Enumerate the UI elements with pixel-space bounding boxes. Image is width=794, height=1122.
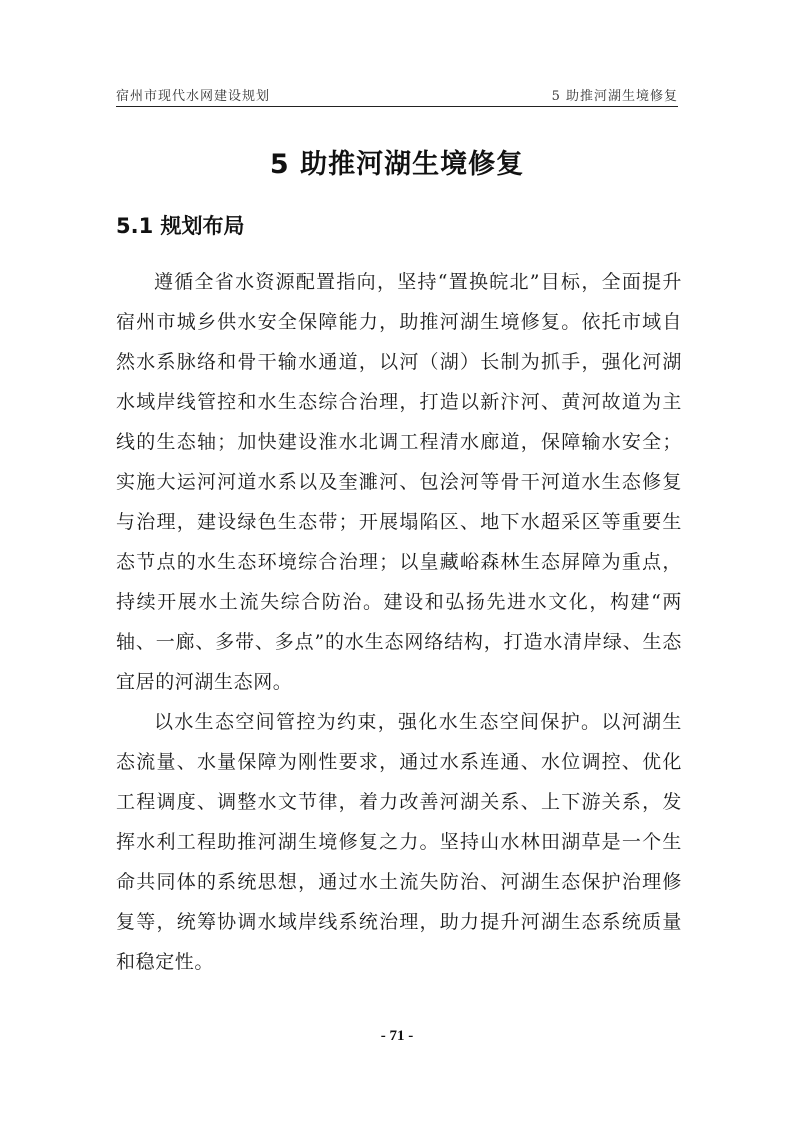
paragraph: 遵循全省水资源配置指向，坚持“置换皖北”目标，全面提升宿州市城乡供水安全保障能力，助推河湖生境修复。依托市域自然水系脉络和骨干输水通道，以河（湖）长制为抓手，强化河湖水域岸线管控和水生态综合治理，打造以新汴河、黄河故道为主线的生态轴；加快建设淮水北调工程清水廊道，保障输水安全；实施大运河河道水系以及奎濉河、包浍河等骨干河道水生态修复与治理，建设绿色生态带；开展塌陷区、地下水超采区等重要生态节点的水生态环境综合治理；以皇藏峪森林生态屏障为重点，持续开展水土流失综合防治。建设和弘扬先进水文化，构建“两轴、一廊、多带、多点”的水生态网络结构，打造水清岸绿、生态宜居的河湖生态网。	[116, 271, 682, 693]
paragraph: 以水生态空间管控为约束，强化水生态空间保护。以河湖生态流量、水量保障为刚性要求，通过水系连通、水位调控、优化工程调度、调整水文节律，着力改善河湖关系、上下游关系，发挥水利工程助推河湖生境修复之力。坚持山水林田湖草是一个生命共同体的系统思想，通过水土流失防治、河湖生态保护治理修复等，统筹协调水域岸线系统治理，助力提升河湖生态系统质量和稳定性。	[116, 711, 682, 973]
body-text	[116, 262, 682, 982]
section-title: 5.1 规划布局	[116, 214, 245, 238]
running-header	[116, 80, 678, 107]
page-number: - 71 -	[380, 1028, 414, 1044]
chapter-title: 5 助推河湖生境修复	[269, 149, 525, 180]
header-document-title: 宿州市现代水网建设规划	[116, 89, 271, 104]
header-chapter-title: 5 助推河湖生境修复	[551, 89, 678, 104]
